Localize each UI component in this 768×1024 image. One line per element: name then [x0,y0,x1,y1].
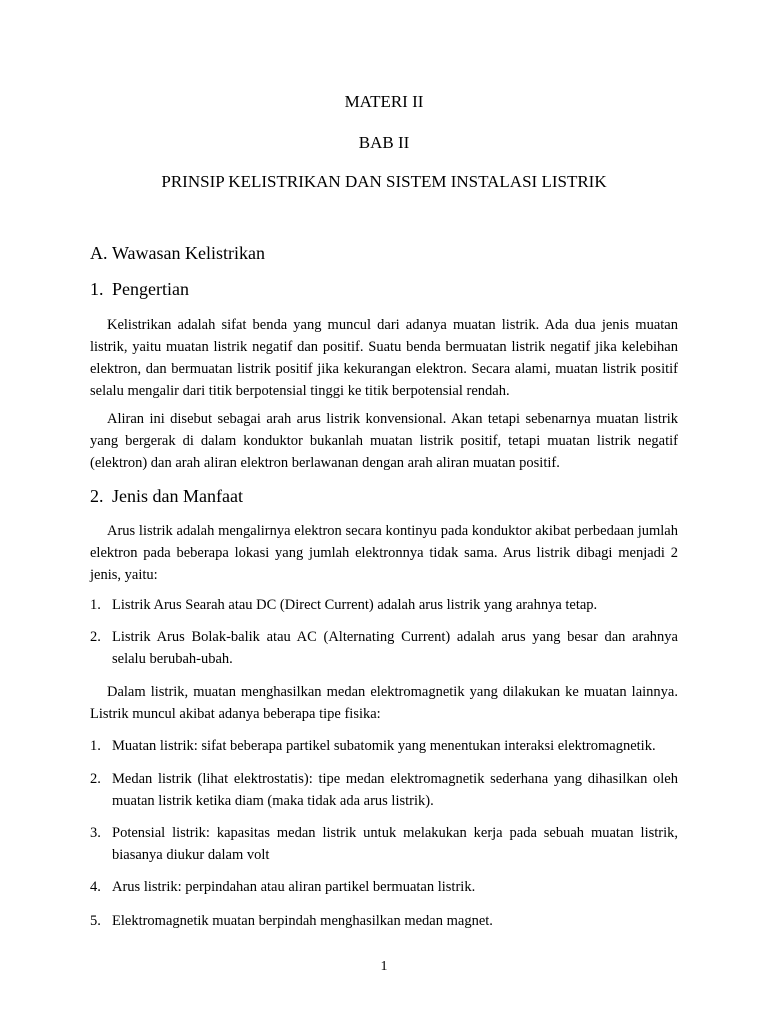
list-text: Elektromagnetik muatan berpindah menghasilkan medan magnet. [112,913,493,929]
list-item-physics-3 [90,822,678,866]
list-item-physics-5 [90,910,678,932]
list-number: 4. [90,879,101,895]
document-title-materi: MATERI II [344,92,424,111]
list-number: 1. [90,738,101,754]
list-text: Medan listrik (lihat elektrostatis): tipe medan elektromagnetik sederhana yang dihasilkan oleh muatan listrik ketika diam (maka tidak ada arus listrik). [112,771,678,809]
list-number: 1. [90,597,101,613]
paragraph-pengertian-2: Aliran ini disebut sebagai arah arus listrik konvensional. Akan tetapi sebenarnya muatan listrik yang bergerak di dalam konduktor bukanlah muatan listrik positif, tetapi muatan listrik negatif (elektron) dan arah aliran elektron berlawanan dengan arah aliran muatan positif. [90,411,678,471]
list-text: Listrik Arus Searah atau DC (Direct Current) adalah arus listrik yang arahnya tetap. [112,597,598,613]
list-number: 2. [90,771,101,787]
list-number: 5. [90,913,101,929]
document-title-main: PRINSIP KELISTRIKAN DAN SISTEM INSTALASI LISTRIK [161,172,607,191]
list-number: 3. [90,825,101,841]
paragraph-pengertian-1: Kelistrikan adalah sifat benda yang muncul dari adanya muatan listrik. Ada dua jenis muatan listrik, yaitu muatan listrik negatif dan positif. Suatu benda bermuatan listrik negatif jika kelebihan elektron, dan bermuatan listrik positif jika kekurangan elektron. Secara alami, muatan listrik positif selalu mengalir dari titik berpotensial tinggi ke titik berpotensial rendah. [90,317,678,399]
section-heading-a [90,242,265,264]
section-label: Wawasan Kelistrikan [112,243,265,263]
list-text: Potensial listrik: kapasitas medan listrik untuk melakukan kerja pada sebuah muatan listrik, biasanya diukur dalam volt [112,825,678,863]
list-text: Arus listrik: perpindahan atau aliran partikel bermuatan listrik. [112,879,476,895]
list-text: Muatan listrik: sifat beberapa partikel subatomik yang menentukan interaksi elektromagnetik. [112,738,656,754]
subsection-heading-2 [90,485,243,507]
document-title-bab: BAB II [358,133,410,152]
paragraph-dalam-listrik: Dalam listrik, muatan menghasilkan medan elektromagnetik yang dilakukan ke muatan lainnya. Listrik muncul akibat adanya beberapa tipe fisika: [90,684,678,722]
list-number: 2. [90,629,101,645]
subsection-number: 2. [90,486,104,506]
paragraph-arus-listrik: Arus listrik adalah mengalirnya elektron secara kontinyu pada konduktor akibat perbedaan jumlah elektron pada beberapa lokasi yang jumlah elektronnya tidak sama. Arus listrik dibagi menjadi 2 jenis, yaitu: [90,523,678,583]
list-item-physics-4 [90,876,678,898]
subsection-label: Jenis dan Manfaat [112,486,243,506]
page-number: 1 [380,959,388,974]
list-item-physics-1 [90,735,678,757]
subsection-label: Pengertian [112,279,189,299]
list-text: Listrik Arus Bolak-balik atau AC (Alternating Current) adalah arus yang besar dan arahnya selalu berubah-ubah. [112,629,678,667]
subsection-heading-1 [90,278,189,300]
list-item-type-1 [90,594,678,616]
list-item-physics-2 [90,768,678,812]
list-item-type-2 [90,626,678,670]
section-number: A. [90,243,108,263]
subsection-number: 1. [90,279,104,299]
